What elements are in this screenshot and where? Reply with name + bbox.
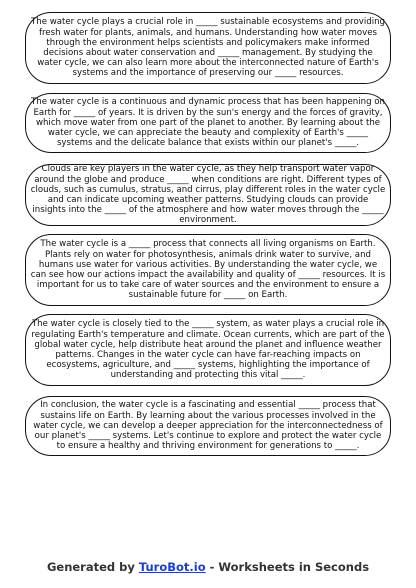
passage-text-3: Clouds are key players in the water cycle, as they help transport water vapor around the globe and produce _____ when conditions are right. Different types of clouds, such as cumulus, stratus, and cirrus, play different roles in the water cycle and can indicate upcoming weather patterns. Studying clouds can provide insights into the _____ of the atmosphere and how water moves through the _____ environment. bbox=[30, 164, 386, 226]
turobot-link[interactable]: TuroBot.io bbox=[138, 560, 206, 574]
passage-text-5: The water cycle is closely tied to the _____ system, as water plays a crucial role in regulating Earth's temperature and climate. Ocean currents, which are part of the global water cycle, help distribute heat around the planet and influence weather patterns. Changes in the water cycle can have far-reaching impacts on ecosystems, agriculture, and _____ systems, highlighting the importance of understanding and protecting this vital _____. bbox=[31, 319, 385, 381]
passage-text-6: In conclusion, the water cycle is a fascinating and essential _____ process that sustains life on Earth. By learning about the various processes involved in the water cycle, we can develop a deeper appreciation for the interconnectedness of our planet's _____ systems. Let's continue to explore and protect the water cycle to ensure a healthy and thriving environment for generations to _____. bbox=[33, 400, 383, 452]
footer-suffix: - Worksheets in Seconds bbox=[205, 560, 370, 574]
passage-card-3 bbox=[25, 164, 391, 226]
passage-card-5 bbox=[25, 314, 391, 386]
passage-card-4 bbox=[25, 234, 391, 306]
footer-credit bbox=[0, 560, 416, 574]
footer-prefix: Generated by bbox=[46, 560, 139, 574]
passage-text-1: The water cycle plays a crucial role in _____ sustainable ecosystems and providing fresh water for plants, animals, and humans. Understanding how water moves through the environment helps scientists and policymakers make informed decisions about water conservation and _____ management. By studying the water cycle, we can also learn more about the interconnected nature of Earth's systems and the importance of preserving our _____ resources. bbox=[31, 17, 385, 79]
passage-text-2: The water cycle is a continuous and dynamic process that has been happening on Earth for _____ of years. It is driven by the sun's energy and the forces of gravity, which move water from one part of the planet to another. By learning about the water cycle, we can appreciate the beauty and complexity of Earth's _____ systems and the delicate balance that exists within our planet's _____. bbox=[31, 97, 385, 149]
passage-card-6 bbox=[25, 396, 391, 456]
passage-text-4: The water cycle is a _____ process that connects all living organisms on Earth. Plants rely on water for photosynthesis, animals drink water to survive, and humans use water for various activities. By understanding the water cycle, we can see how our actions impact the availability and quality of _____ resources. It is important for us to take care of water sources and the environment to ensure a sustainable future for _____ on Earth. bbox=[30, 239, 386, 301]
passage-card-1 bbox=[25, 12, 391, 84]
passage-card-2 bbox=[25, 93, 391, 153]
